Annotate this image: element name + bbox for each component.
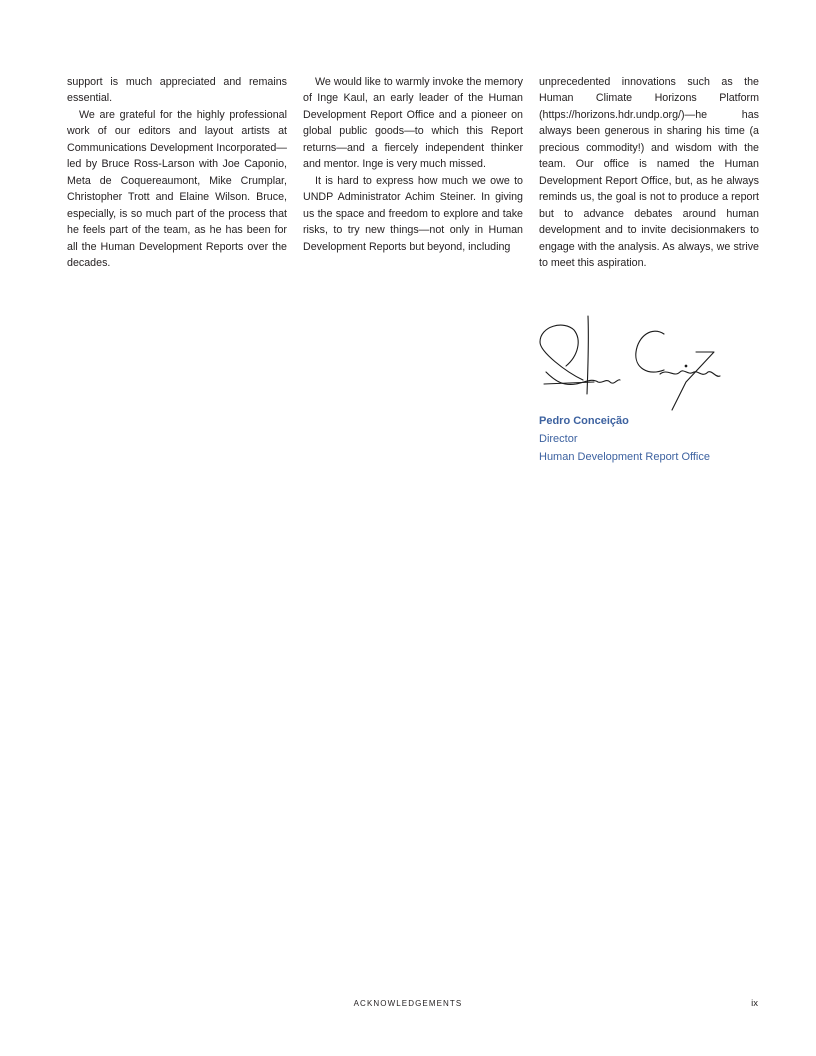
paragraph: unprecedented innovations such as the Human Climate Horizons Platform (https://horizons.hdr.undp.org/)—he has always been generous in sharing his time (a precious commodity!) and wisdom with the team. Our office is named the Human Development Report Office, but, as he always reminds us, the goal is not to produce a report but to advance debates around human development and to invite decisionmakers to engage with the analysis. As always, we strive to meet this aspiration.: [539, 76, 759, 269]
handwritten-signature: [536, 312, 722, 414]
signatory-name: Pedro Conceição: [539, 415, 629, 427]
signatory-title: Director: [539, 433, 578, 445]
paragraph: We are grateful for the highly professional work of our editors and layout artists at Communications Development Incorporated—led by Bruce Ross-Larson with Joe Caponio, Meta de Coquereaumont, Mike Crumplar, Christopher Trott and Elaine Wilson. Bruce, especially, is so much part of the process that he feels part of the team, as he has been for all the Human Development Reports over the decades.: [67, 108, 287, 269]
text-column-1: [67, 74, 287, 271]
page-number: ix: [751, 998, 758, 1009]
text-column-2: [303, 74, 523, 255]
footer-section-label: ACKNOWLEDGEMENTS: [353, 999, 463, 1008]
paragraph: It is hard to express how much we owe to UNDP Administrator Achim Steiner. In giving us the space and freedom to explore and take risks, to try new things—not only in Human Development Reports but beyond, including: [303, 174, 523, 253]
paragraph: support is much appreciated and remains essential.: [67, 76, 287, 105]
text-column-3: [539, 74, 759, 271]
signature-block: [539, 412, 710, 466]
paragraph: We would like to warmly invoke the memory of Inge Kaul, an early leader of the Human Development Report Office and a pioneer on global public goods—to which this Report returns—and a fiercely independent thinker and mentor. Inge is very much missed.: [303, 76, 523, 171]
signatory-office: Human Development Report Office: [539, 451, 710, 463]
